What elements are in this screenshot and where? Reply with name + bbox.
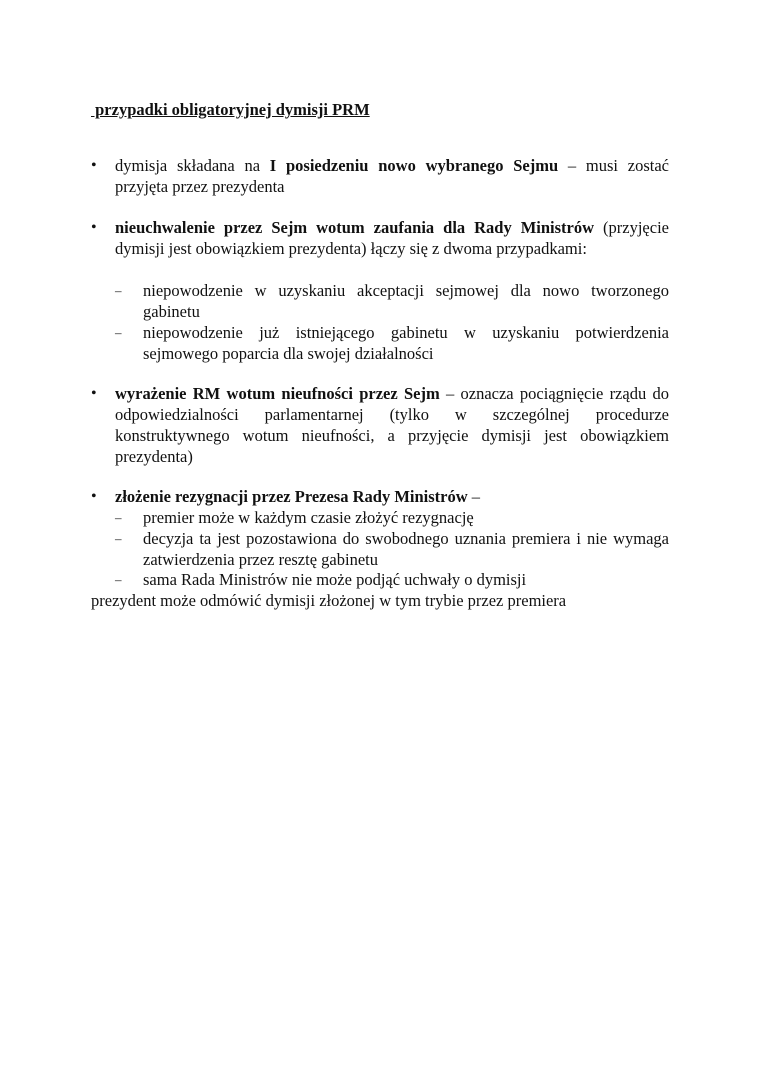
bullet-mark: • — [91, 157, 97, 174]
dash-mark: – — [115, 531, 122, 546]
document-title: przypadki obligatoryjnej dymisji PRM — [91, 100, 370, 119]
list-item-1-text: dymisja składana na I posiedzeniu nowo wybranego Sejmu – musi zostać przyjęta przez prezydenta — [115, 156, 669, 196]
list-item-4-bold: złożenie rezygnacji przez Prezesa Rady Ministrów — [115, 487, 468, 506]
list-item-2-bold: nieuchwalenie przez Sejm wotum zaufania dla Rady Ministrów — [115, 218, 595, 237]
dash-mark: – — [115, 325, 122, 340]
bullet-mark: • — [91, 385, 97, 402]
sub-item-4-1-text: premier może w każdym czasie złożyć rezygnację — [143, 508, 474, 527]
sub-item-4-2-text: decyzja ta jest pozostawiona do swobodnego uznania premiera i nie wymaga zatwierdzenia przez resztę gabinetu — [143, 529, 669, 569]
list-item-3-text: wyrażenie RM wotum nieufności przez Sejm – oznacza pociągnięcie rządu do odpowiedzialności parlamentarnej (tylko w szczególnej procedurze konstruktywnego wotum nieufności, a przyjęcie dymisji jest obowiązkiem prezydenta) — [115, 384, 669, 466]
list-item-4-text: złożenie rezygnacji przez Prezesa Rady Ministrów – — [115, 487, 481, 506]
list-item-1-bold: I posiedzeniu nowo wybranego Sejmu — [269, 156, 559, 175]
dash-mark: – — [115, 572, 122, 587]
sub-item-2-1-text: niepowodzenie w uzyskaniu akceptacji sejmowej dla nowo tworzonego gabinetu — [143, 281, 669, 321]
bullet-mark: • — [91, 219, 97, 236]
bullet-mark: • — [91, 488, 97, 505]
closing-line: prezydent może odmówić dymisji złożonej w tym trybie przez premiera — [91, 591, 567, 610]
sub-item-4-3-text: sama Rada Ministrów nie może podjąć uchwały o dymisji — [143, 570, 527, 589]
list-item-3-bold: wyrażenie RM wotum nieufności przez Sejm — [115, 384, 440, 403]
dash-mark: – — [115, 510, 122, 525]
list-item-2-text: nieuchwalenie przez Sejm wotum zaufania dla Rady Ministrów (przyjęcie dymisji jest obowiązkiem prezydenta) łączy się z dwoma przypadkami: — [115, 218, 669, 258]
sub-item-2-2-text: niepowodzenie już istniejącego gabinetu w uzyskaniu potwierdzenia sejmowego poparcia dla swojej działalności — [143, 323, 669, 363]
dash-mark: – — [115, 283, 122, 298]
